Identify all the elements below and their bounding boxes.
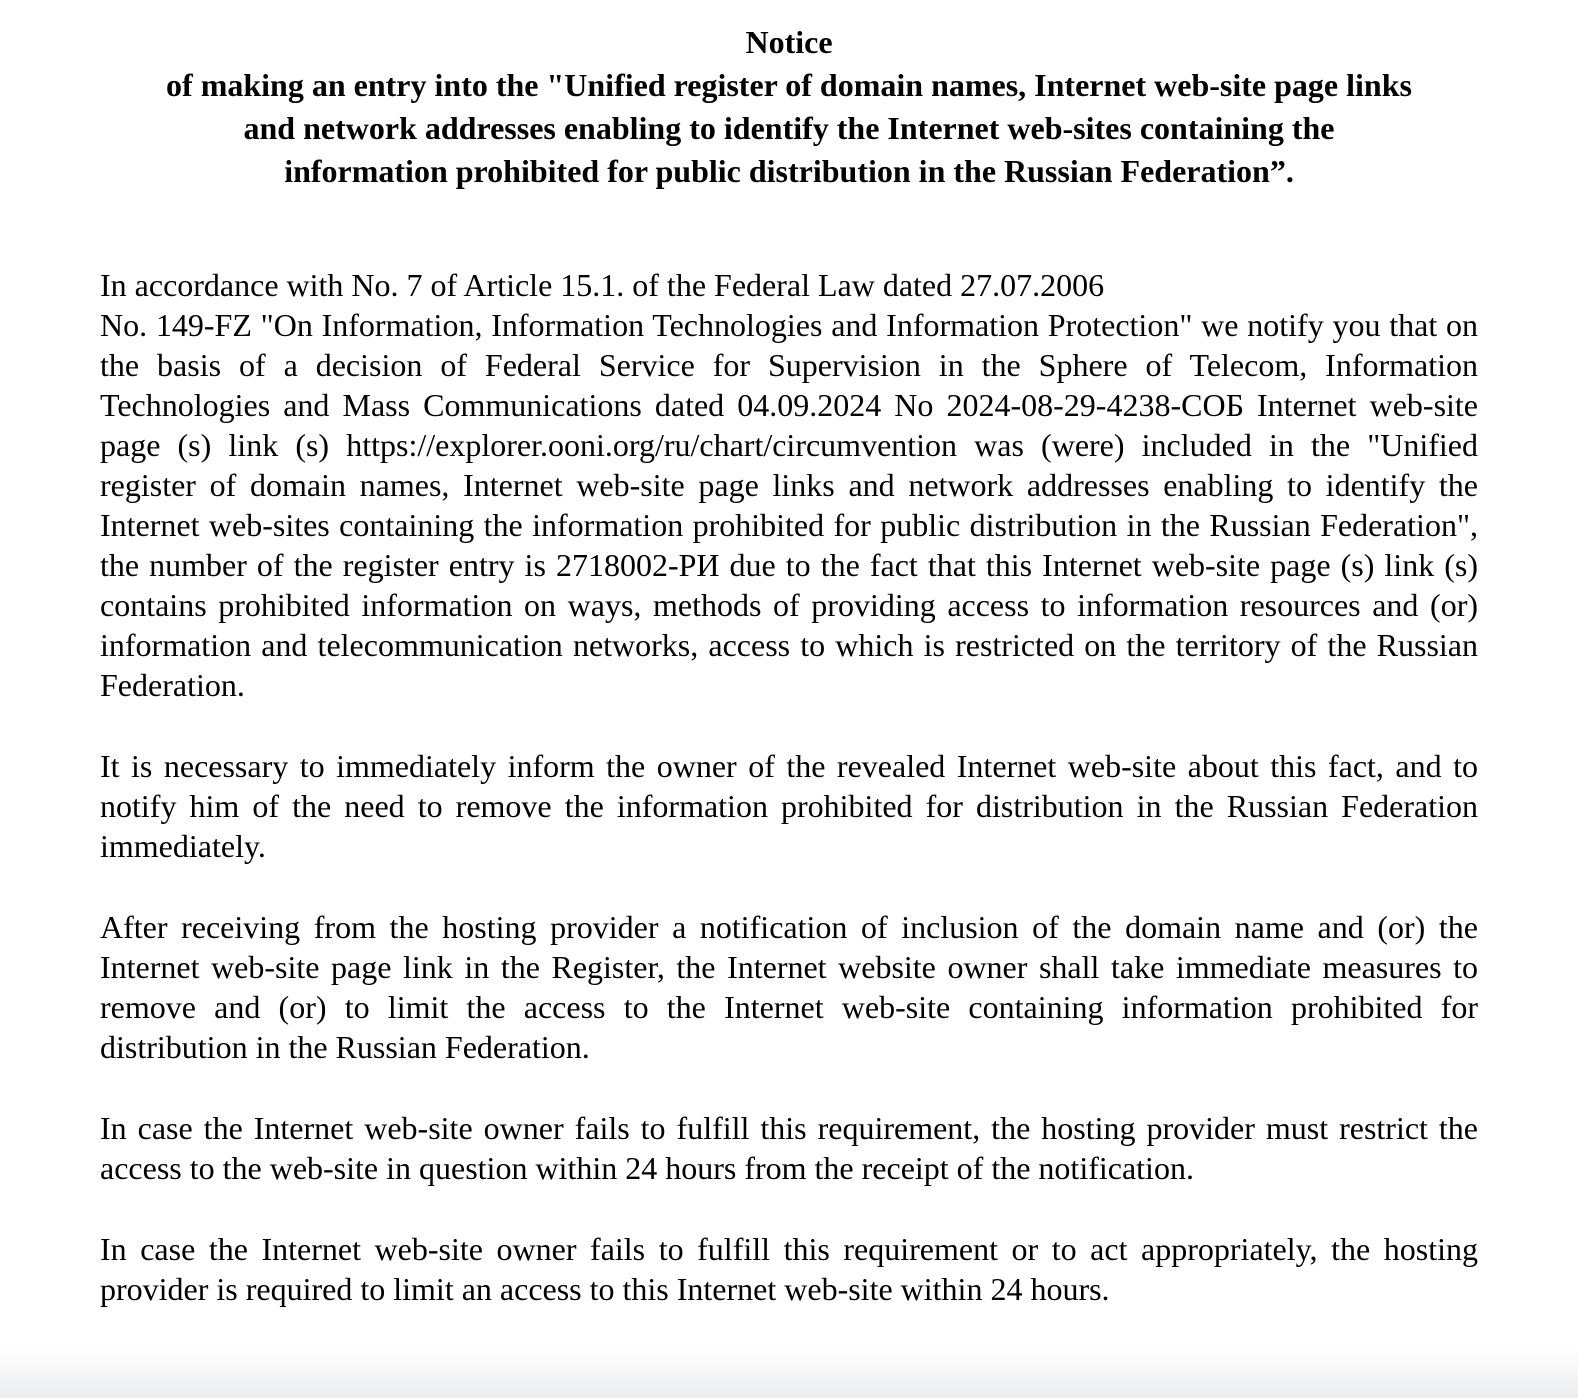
title-line-4: information prohibited for public distribution in the Russian Federation”.: [284, 153, 1294, 189]
paragraph-legal-basis: [100, 265, 1478, 705]
legal-basis-first-line: In accordance with No. 7 of Article 15.1. of the Federal Law dated 27.07.2006: [100, 267, 1105, 303]
title-line-2: of making an entry into the "Unified register of domain names, Internet web-site page links: [166, 67, 1412, 103]
title-line-1: Notice: [745, 24, 833, 60]
document-body: [100, 265, 1478, 1309]
legal-basis-text-before-url: No. 149-FZ "On Information, Information Technologies and Information Protection" we notify you that on the basis of a decision of Federal Service for Supervision in the Sphere of Telecom, Information Technologies and Mass Communications dated 04.09.2024 No 2024-08-29-4238-СОБ Internet web-site page (s) link (s): [100, 307, 1478, 463]
paragraph-24h-provider-limit: In case the Internet web-site owner fails to fulfill this requirement or to act appropriately, the hosting provider is required to limit an access to this Internet web-site within 24 hours.: [100, 1231, 1478, 1307]
document-title: [100, 21, 1478, 193]
paragraph-hosting-provider-measures: After receiving from the hosting provider a notification of inclusion of the domain name and (or) the Internet web-site page link in the Register, the Internet website owner shall take immediate measures to remove and (or) to limit the access to the Internet web-site containing information prohibited for distribution in the Russian Federation.: [100, 909, 1478, 1065]
paragraph-24h-restriction: In case the Internet web-site owner fails to fulfill this requirement, the hosting provider must restrict the access to the web-site in question within 24 hours from the receipt of the notification.: [100, 1110, 1478, 1186]
viewport-bottom-fade: [0, 1348, 1578, 1398]
legal-basis-text-after-url: was (were) included in the "Unified register of domain names, Internet web-site page links and network addresses enabling to identify the Internet web-sites containing the information prohibited for public distribution in the Russian Federation", the number of the register entry is 2718002-РИ due to the fact that this Internet web-site page (s) link (s) contains prohibited information on ways, methods of providing access to information resources and (or) information and telecommunication networks, access to which is restricted on the territory of the Russian Federation.: [100, 427, 1479, 703]
title-line-3: and network addresses enabling to identify the Internet web-sites containing the: [243, 110, 1335, 146]
paragraph-owner-notification: It is necessary to immediately inform the owner of the revealed Internet web-site about this fact, and to notify him of the need to remove the information prohibited for distribution in the Russian Federation immediately.: [100, 748, 1478, 864]
register-entry-url: https://explorer.ooni.org/ru/chart/circumvention: [346, 427, 958, 463]
